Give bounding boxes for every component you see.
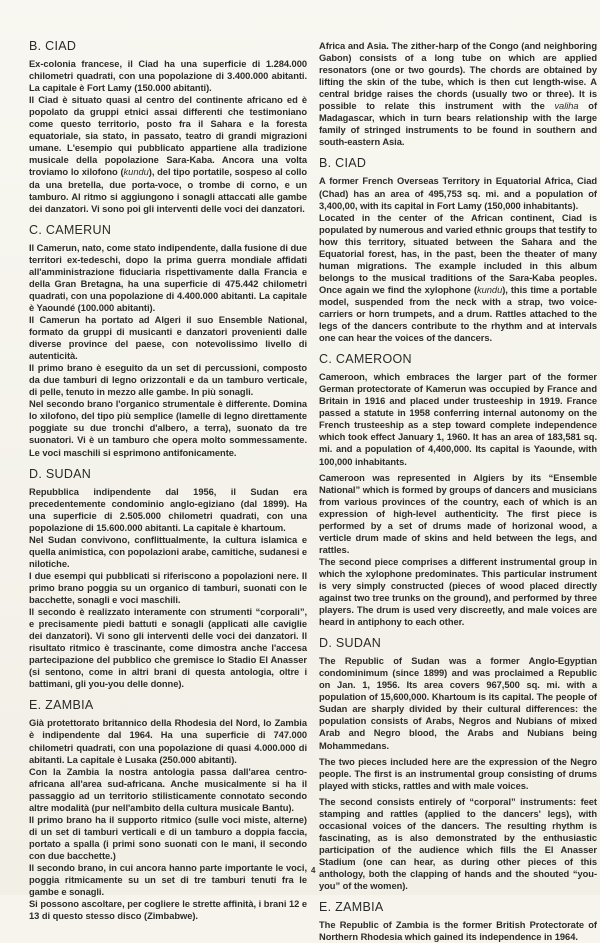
paragraph: Nel Sudan convivono, conflittualmente, la cultura islamica e quella animistica, con popolazioni arabe, camitiche, sudanesi e nilotiche. — [29, 534, 307, 569]
paragraph: Con la Zambia la nostra antologia passa dall'area centro-africana all'area sud-africana. Anche musicalmente si ha il passaggio ad un territorio stilisticamente connotato secondo altre modalità (pur nell'ambito della cultura musicale Bantu). — [29, 766, 307, 813]
section-heading-ciad-en: B. CIAD — [319, 156, 367, 171]
italic-term: kundu — [477, 284, 503, 295]
paragraph: A former French Overseas Territory in Equatorial Africa, Ciad (Chad) has an area of 495,753 sq. mi. and a population of 3,400,00, with its capital in Fort Lamy (150,000 inhabitants). — [319, 176, 597, 211]
paragraph: Il Camerun ha portato ad Algeri il suo Ensemble National, formato da gruppi di musicanti e danzatori provenienti dalle diverse province del paese, con notevolissimo livello di autenticità. — [29, 314, 307, 362]
section-heading-sudan-it: D. SUDAN — [29, 466, 92, 481]
page-number: 4 — [311, 866, 316, 875]
paragraph: The second consists entirely of “corporal” instruments: feet stamping and rattles (applied to the dancers' legs), with occasional voices of the dancers. The resulting rhythm is fascinating, as is also demonstrated by the enthusiastic participation of the audience which fills the El Anasser Stadium (one can hear, as during other pieces of this anthology, both the clapping of hands and the shouted “you-you” of the women). — [319, 796, 597, 892]
section-heading-zambia-en: E. ZAMBIA — [319, 900, 384, 915]
paragraph: I due esempi qui pubblicati si riferiscono a popolazioni nere. Il primo brano poggia su un organico di tamburi, suonati con le bacchette, sonagli e voci maschili. — [29, 570, 307, 606]
paragraph: Il secondo brano, in cui ancora hanno parte importante le voci, poggia ritmicamente su un set di tre tamburi tenuti fra le gambe e sonagli. — [29, 863, 307, 898]
section-heading-ciad-it: B. CIAD — [29, 39, 77, 53]
paragraph: Si possono ascoltare, per cogliere le strette affinità, i brani 12 e 13 di questo stesso disco (Zimbabwe). — [29, 899, 307, 922]
paragraph: Già protettorato britannico della Rhodesia del Nord, lo Zambia è indipendente dal 1964. Ha una superficie di 747.000 chilometri quadrati, con una popolazione di quasi 4.000.000 di abitanti. La capitale è Lusaka (250.000 abitanti). — [29, 718, 307, 765]
paragraph: The two pieces included here are the expression of the Negro people. The first is an instrumental group consisting of drums played with sticks, rattles and with male voices. — [319, 756, 597, 791]
paragraph: Repubblica indipendente dal 1956, il Sudan era precedentemente condominio anglo-egiziano (dal 1899). Ha una superficie di 2.505.000 chilometri quadrati, con una popolazione di 15.600.000 abitanti. La capitale è khartoum. — [29, 486, 307, 533]
paragraph: The Republic of Zambia is the former British Protectorate of Northern Rhodesia which gained its independence in 1964. — [319, 920, 597, 943]
paragraph: Cameroon was represented in Algiers by its “Ensemble National” which is formed by groups of dancers and musicians from various provinces of the country, each of which is an expression of high-level authenticity. The first piece is performed by a set of drums made of horizonal wood, a verticle drum made of skins and held between the legs, and rattles. — [319, 472, 597, 555]
paragraph: Il Camerun, nato, come stato indipendente, dalla fusione di due territori ex-tedeschi, dopo la prima guerra mondiale affidati all'amministrazione fiduciaria rispettivamente dalla Francia e della Gran Bretagna, ha una superficie di 475.442 chilometri quadrati, con una popolazione di 4.400.000 abitanti. La capitale è Yaoundé (100.000 abitanti). — [29, 242, 307, 313]
paragraph: Il primo brano ha il supporto ritmico (sulle voci miste, alterne) di un set di tamburi verticali e di un tamburo a doppia faccia, portato a spalla (i primi sono suonati con le mani, il secondo con due bacchette.) — [29, 814, 307, 861]
paragraph: Cameroon, which embraces the larger part of the former German protectorate of Kamerun was occupied by France and Britain in 1916 and placed under trusteeship in 1919. France passed a statute in 1958 conferring internal autonomy on the French trusteeship as a step toward complete independence which took effect January 1, 1960. It has an area of 183,581 sq. mi. and a population of 4,400,000. Its capital is Yaounde, with 100,000 inhabitants. — [319, 372, 597, 467]
italic-term: valiha — [554, 101, 579, 112]
section-heading-sudan-en: D. SUDAN — [319, 636, 382, 651]
section-heading-camerun-it: C. CAMERUN — [29, 222, 112, 237]
section-heading-cameroon-en: C. CAMEROON — [319, 352, 412, 367]
paragraph: Nel secondo brano l'organico strumentale è differente. Domina lo xilofono, del tipo più semplice (lamelle di legno direttamente poggiate su due tronchi d'albero, a terra), suonato da tre suonatori. Vi è un tamburo che opera molto sommessamente. Le voci maschili si esprimono antifonicamente. — [29, 399, 307, 458]
left-column-italian — [29, 40, 307, 922]
right-column-english — [319, 40, 597, 943]
paragraph: Il primo brano è eseguito da un set di percussioni, composto da due tamburi di legno orizzontali e da un tamburo verticale, di pelle, tenuto in mezzo alle gambe. In più sonagli. — [29, 363, 307, 398]
paragraph: The Republic of Sudan was a former Anglo-Egyptian condominimum (since 1899) and was proclaimed a Republic on Jan. 1, 1956. Its area covers 967,500 sq. mi. with a population of 15,600,000. Khartoum is its capital. The people of Sudan are sharply divided by their cultural differences: the population consists of Arabs, Negros and Nubians of mixed Arab and Negro blood, the Arabs and Nubians being Mohammedans. — [319, 656, 597, 751]
paragraph: The second piece comprises a different instrumental group in which the xylophone predominates. This particular instrument is very simply constructed (pieces of wood placed directly against two tree trunks on the ground), and performed by three players. The drum is used very discreetly, and male voices are heard in antiphony to each other. — [319, 556, 597, 628]
paragraph: Il secondo è realizzato interamente con strumenti “corporali”, e precisamente piedi battuti e sonagli (applicati alle caviglie dei danzatori). Vi sono gli interventi delle voci dei danzatori. Il risultato ritmico è trascinante, come dimostra anche l'accesa partecipazione del pubblico che gremisce lo Stadio El Anasser (si sentono, come in altri brani di questa antologia, oltre i battimani, gli you-you delle donne). — [29, 607, 307, 690]
italic-term: kundu — [123, 167, 149, 178]
paragraph: Located in the center of the African continent, Ciad is populated by numerous and varied ethnic groups that testify to how this territory, situated between the Sahara and the Equatorial forest, has, in the past, been the theater of many human migrations. The example included in this album belongs to the musical traditions of the Sara-Kaba peoples. Once again we find the xylophone (kundu), this time a portable model, suspended from the neck with a strap, two voice-carriers or horn trumpets, and a drum. Rattles attached to the legs of the dancers contribute to the rhythm and at intervals one can hear the voices of the dancers. — [319, 212, 597, 344]
intro-paragraph: Africa and Asia. The zither-harp of the Congo (and neighboring Gabon) consists of a long tube on which are applied resonators (one or two gourds). The chords are obtained by lifting the skin of the tube, which is then cut length-wise. A central bridge raises the chords (usually two or three). It is possible to relate this instrument with the valiha of Madagascar, which in turn bears relationship with the large family of stringed instruments to be found in southern and south-eastern Asia. — [319, 41, 598, 148]
section-heading-zambia-it: E. ZAMBIA — [29, 698, 94, 713]
paragraph: Ex-colonia francese, il Ciad ha una superficie di 1.284.000 chilometri quadrati, con una popolazione di 3.400.000 abitanti. La capitale è Fort Lamy (150.000 abitanti). — [29, 59, 307, 94]
paragraph: Il Ciad è situato quasi al centro del continente africano ed è popolato da gruppi etnici assai differenti che testimoniano come questo territorio, posto fra il Sahara e la foresta equatoriale, sia stato, in passato, teatro di grandi migrazioni umane. L'esempio qui pubblicato appartiene alla tradizione musicale della popolazione Sara-Kaba. Ancora una volta troviamo lo xilofono (kundu), del tipo portatile, sospeso al collo da una bretella, due porta-voce, o trombe di corno, e un tamburo. Al ritmo si aggiungono i sonagli attaccati alle gambe dei danzatori. Vi sono poi gli interventi delle voci dei danzatori. — [29, 95, 307, 214]
